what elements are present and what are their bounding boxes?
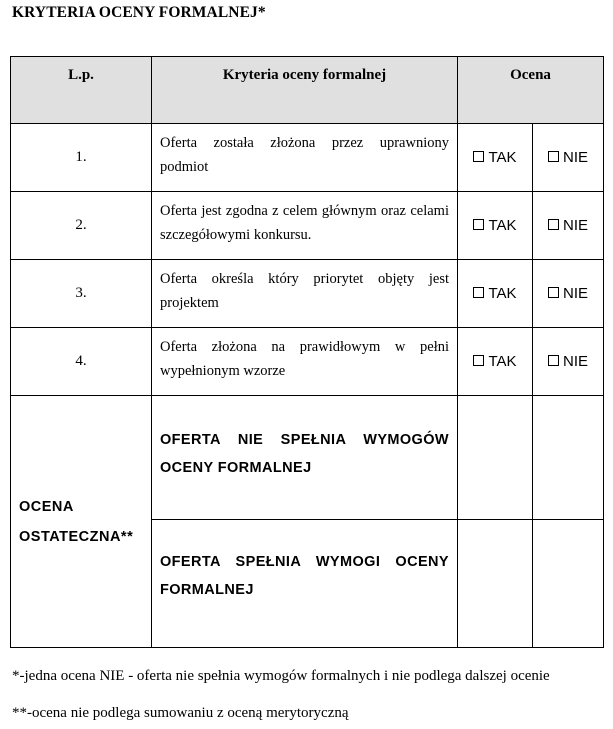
option-yes-label: TAK — [488, 149, 517, 166]
option-yes[interactable] — [458, 192, 533, 260]
option-no[interactable] — [533, 260, 604, 328]
option-no[interactable] — [533, 328, 604, 396]
table-row — [11, 124, 604, 192]
option-no[interactable] — [533, 192, 604, 260]
header-rating: Ocena — [458, 57, 604, 124]
table-row — [11, 328, 604, 396]
final-pass-cell-a[interactable] — [458, 520, 533, 648]
final-rating-label-line1: OCENA — [19, 498, 74, 515]
table-header-row — [11, 57, 604, 124]
table-row — [11, 192, 604, 260]
document-title: KRYTERIA OCENY FORMALNEJ* — [12, 4, 266, 21]
header-criteria: Kryteria oceny formalnej — [152, 57, 458, 124]
criterion-text: Oferta określa który priorytet objęty jest projektem — [152, 260, 458, 328]
option-yes[interactable] — [458, 124, 533, 192]
footnote-2: **-ocena nie podlega sumowaniu z oceną merytoryczną — [12, 705, 349, 721]
checkbox-no[interactable] — [548, 151, 559, 162]
final-row-fail — [11, 396, 604, 520]
criterion-text: Oferta złożona na prawidłowym w pełni wypełnionym wzorze — [152, 328, 458, 396]
option-yes-label: TAK — [488, 217, 517, 234]
criterion-text: Oferta została złożona przez uprawniony podmiot — [152, 124, 458, 192]
checkbox-no[interactable] — [548, 219, 559, 230]
header-lp: L.p. — [11, 57, 152, 124]
option-yes-label: TAK — [488, 285, 517, 302]
option-yes-label: TAK — [488, 353, 517, 370]
final-option-pass: OFERTA SPEŁNIA WYMOGI OCENY FORMALNEJ — [152, 520, 458, 648]
row-number: 1. — [11, 124, 152, 192]
criteria-table — [10, 56, 604, 648]
final-fail-cell-a[interactable] — [458, 396, 533, 520]
footnote-1: *-jedna ocena NIE - oferta nie spełnia wymogów formalnych i nie podlega dalszej ocenie — [12, 668, 550, 684]
row-number: 3. — [11, 260, 152, 328]
option-no-label: NIE — [563, 217, 589, 234]
final-option-fail: OFERTA NIE SPEŁNIA WYMOGÓW OCENY FORMALNEJ — [152, 396, 458, 520]
checkbox-yes[interactable] — [473, 219, 484, 230]
checkbox-no[interactable] — [548, 287, 559, 298]
option-yes[interactable] — [458, 260, 533, 328]
checkbox-no[interactable] — [548, 355, 559, 366]
checkbox-yes[interactable] — [473, 151, 484, 162]
final-fail-cell-b[interactable] — [533, 396, 604, 520]
row-number: 2. — [11, 192, 152, 260]
option-yes[interactable] — [458, 328, 533, 396]
final-pass-cell-b[interactable] — [533, 520, 604, 648]
option-no[interactable] — [533, 124, 604, 192]
option-no-label: NIE — [563, 353, 589, 370]
final-rating-label-line2: OSTATECZNA** — [19, 528, 134, 545]
option-no-label: NIE — [563, 149, 589, 166]
row-number: 4. — [11, 328, 152, 396]
checkbox-yes[interactable] — [473, 355, 484, 366]
criterion-text: Oferta jest zgodna z celem głównym oraz celami szczegółowymi konkursu. — [152, 192, 458, 260]
option-no-label: NIE — [563, 285, 589, 302]
table-row — [11, 260, 604, 328]
checkbox-yes[interactable] — [473, 287, 484, 298]
final-rating-label — [11, 396, 152, 648]
